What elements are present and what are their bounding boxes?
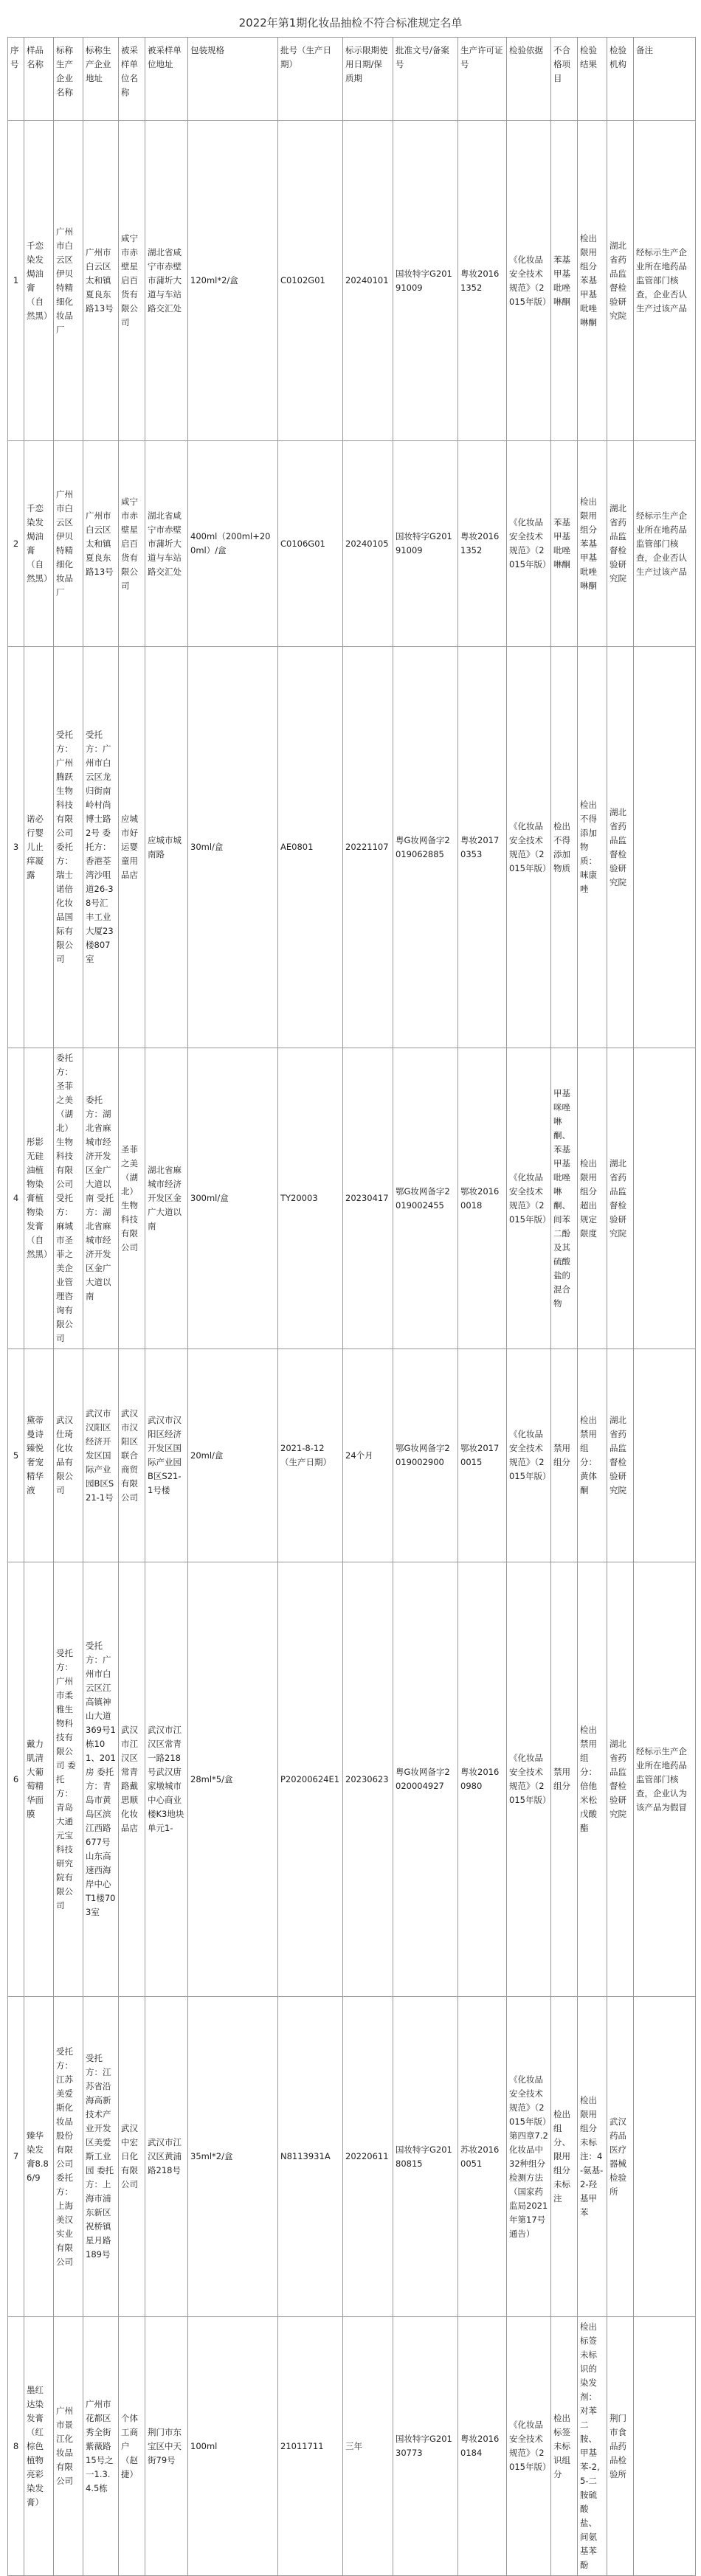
cell-license: 粤妆20160184 [458,2317,507,2576]
cell-basis: 《化妆品安全技术规范》（2015年版） [507,1562,551,1997]
cell-product: 臻华染发膏8.86/9 [24,1997,54,2317]
results-table [7,37,696,2576]
cell-inspector: 湖北省药品监督检验研究院 [607,441,634,647]
cell-license: 粤妆20161352 [458,441,507,647]
cell-product: 戴力肌清大葡萄精华面膜 [24,1562,54,1997]
cell-product: 黛蒂曼诗臻悦奢宠精华液 [24,1349,54,1562]
cell-sampled-address: 湖北省咸宁市赤壁市蒲圻大道与车站路交汇处 [145,441,188,647]
cell-result: 检出限用组分苯基甲基吡唑啉酮 [578,121,607,441]
cell-basis: 《化妆品安全技术规范》（2015年版） [507,121,551,441]
cell-spec: 300ml/盒 [188,1048,278,1349]
cell-product: 千恋染发焗油膏（自然黑） [24,121,54,441]
cell-product: 彤影无硅油植物染膏植物染发膏（自然黑） [24,1048,54,1349]
cell-sampled-address: 武汉市汉阳区经济开发区国际产业园B区S21-1号楼 [145,1349,188,1562]
cell-producer-address: 委托方：湖北省麻城市经济开发区金广大道以南 受托方：湖北省麻城市经济开发区金广大道以南 [83,1048,119,1349]
cell-basis: 《化妆品安全技术规范》（2015年版） [507,1048,551,1349]
cell-result: 检出限用组分未标注：4-氨基-2-羟基甲苯 [578,1997,607,2317]
cell-index: 6 [8,1562,24,1997]
cell-result: 检出禁用组分：倍他米松戊酸酯 [578,1562,607,1997]
header-result: 检验结果 [578,38,607,121]
table-row [8,121,696,441]
cell-license: 鄂妆20160018 [458,1048,507,1349]
cell-inspector: 荆门市食品药品检验所 [607,2317,634,2576]
cell-batch: TY20003 [278,1048,343,1349]
cell-batch: 21011711 [278,2317,343,2576]
table-row [8,441,696,647]
header-inspector: 检验机构 [607,38,634,121]
table-row [8,2317,696,2576]
cell-product: 诺必行婴儿止痒凝露 [24,647,54,1048]
cell-expiry: 24个月 [343,1349,393,1562]
cell-approval: 国妆特字G20130773 [393,2317,458,2576]
cell-basis: 《化妆品安全技术规范》（2015年版） [507,647,551,1048]
cell-license: 苏妆20160051 [458,1997,507,2317]
header-sampled-address: 被采样单位地址 [145,38,188,121]
cell-license: 粤妆20170353 [458,647,507,1048]
cell-product: 墨红达染发膏（红棕色植物亮彩染发膏） [24,2317,54,2576]
cell-sampled-unit: 武汉市汉阳区联合商贸有限公司 [119,1349,145,1562]
cell-spec: 28ml*5/盒 [188,1562,278,1997]
cell-sampled-address: 荆门市东宝区中天街79号 [145,2317,188,2576]
cell-item: 检出标签未标识组分 [551,2317,578,2576]
cell-basis: 《化妆品安全技术规范》（2015年版） [507,441,551,647]
cell-sampled-unit: 个体工商户（赵捷） [119,2317,145,2576]
cell-spec: 20ml/盒 [188,1349,278,1562]
header-remark: 备注 [634,38,696,121]
cell-result: 检出限用组分苯基甲基吡唑啉酮 [578,441,607,647]
cell-sampled-unit: 咸宁市赤壁星启百货有限公司 [119,121,145,441]
cell-basis: 《化妆品安全技术规范》（2015年版） [507,1349,551,1562]
cell-batch: C0102G01 [278,121,343,441]
cell-approval: 鄂G妆网备字2019002900 [393,1349,458,1562]
table-row [8,1997,696,2317]
header-sampled-unit: 被采样单位名称 [119,38,145,121]
cell-remark [634,1048,696,1349]
cell-license: 粤妆20160980 [458,1562,507,1997]
cell-sampled-address: 武汉市江汉区黄浦路218号 [145,1997,188,2317]
cell-index: 4 [8,1048,24,1349]
cell-result: 检出不得添加物质：咪康唑 [578,647,607,1048]
cell-index: 7 [8,1997,24,2317]
cell-result: 检出标签未标识的染发剂：对苯二胺、甲基苯-2,5-二胺硫酸盐、间氨基苯酚 [578,2317,607,2576]
cell-producer-address: 武汉市汉阳区经济开发区国际产业园B区S21-1号 [83,1349,119,1562]
cell-approval: 鄂G妆网备字2019002455 [393,1048,458,1349]
cell-remark: 经标示生产企业所在地药品监管部门核查，企业否认生产过该产品 [634,441,696,647]
cell-producer-name: 武汉仕琦化妆品有限公司 [54,1349,83,1562]
cell-sampled-unit: 咸宁市赤壁星启百货有限公司 [119,441,145,647]
cell-producer-address: 广州市白云区太和镇夏良东路13号 [83,121,119,441]
cell-sampled-unit: 武汉市江汉区常青路戴思顺化妆品店 [119,1562,145,1997]
cell-item: 检出不得添加物质 [551,647,578,1048]
table-row [8,1349,696,1562]
cell-inspector: 武汉药品医疗器械检验所 [607,1997,634,2317]
cell-sampled-address: 应城市城南路 [145,647,188,1048]
cell-batch: AE0801 [278,647,343,1048]
cell-item: 甲基咪唑啉酮、苯基甲基吡唑啉酮、间苯二酚及其硫酸盐的混合物 [551,1048,578,1349]
cell-remark: 经标示生产企业所在地药品监管部门核查，企业否认生产过该产品 [634,121,696,441]
cell-expiry: 20230623 [343,1562,393,1997]
cell-license: 鄂妆20170015 [458,1349,507,1562]
cell-license: 粤妆20161352 [458,121,507,441]
cell-approval: 粤G妆网备字2019062885 [393,647,458,1048]
cell-index: 5 [8,1349,24,1562]
cell-approval: 国妆特字G20191009 [393,121,458,441]
cell-approval: 国妆特字G20180815 [393,1997,458,2317]
cell-inspector: 湖北省药品监督检验研究院 [607,1048,634,1349]
cell-expiry: 20221107 [343,647,393,1048]
cell-remark [634,1349,696,1562]
cell-spec: 35ml*2/盒 [188,1997,278,2317]
header-product: 样品名称 [24,38,54,121]
cell-index: 3 [8,647,24,1048]
cell-producer-name: 广州市白云区伊贝特精细化妆品厂 [54,121,83,441]
cell-producer-name: 受托方：广州腾跃生物科技有限公司 委托方：瑞士诺倍化妆品国际有限公司 [54,647,83,1048]
cell-producer-address: 受托方：广州市白云区江高镇神山大道369号1栋101、201房 委托方：青岛市黄岛区滨江西路677号山东高速西海岸中心T1楼703室 [83,1562,119,1997]
cell-remark [634,2317,696,2576]
header-item: 不合格项目 [551,38,578,121]
cell-producer-address: 广州市花都区秀全街紫薇路15号之一1.3.4.5栋 [83,2317,119,2576]
cell-spec: 120ml*2/盒 [188,121,278,441]
cell-expiry: 20220611 [343,1997,393,2317]
cell-approval: 粤G妆网备字2020004927 [393,1562,458,1997]
cell-remark [634,647,696,1048]
cell-batch: N8113931A [278,1997,343,2317]
table-row [8,1562,696,1997]
cell-remark [634,1997,696,2317]
cell-sampled-address: 武汉市江汉区常青一路218号武汉唐家墩城市中心商业楼K3地块单元1- [145,1562,188,1997]
cell-sampled-address: 湖北省咸宁市赤壁市蒲圻大道与车站路交汇处 [145,121,188,441]
cell-expiry: 三年 [343,2317,393,2576]
cell-approval: 国妆特字G20191009 [393,441,458,647]
cell-sampled-unit: 武汉中宏日化有限公司 [119,1997,145,2317]
cell-basis: 《化妆品安全技术规范》（2015年版）第四章7.2化妆品中32种组分检测方法（国家药监局2021年第17号通告） [507,1997,551,2317]
header-basis: 检验依据 [507,38,551,121]
cell-item: 苯基甲基吡唑啉酮 [551,441,578,647]
cell-expiry: 20230417 [343,1048,393,1349]
table-row [8,647,696,1048]
header-spec: 包装规格 [188,38,278,121]
cell-producer-address: 广州市白云区太和镇夏良东路13号 [83,441,119,647]
cell-spec: 100ml [188,2317,278,2576]
cell-producer-name: 受托方：广州市柔雅生物科技有限公司 委托方：青岛大通元宝科技研究院有限公司 [54,1562,83,1997]
cell-inspector: 湖北省药品监督检验研究院 [607,1349,634,1562]
cell-spec: 400ml（200ml+200ml）/盒 [188,441,278,647]
cell-expiry: 20240105 [343,441,393,647]
header-producer-name: 标称生产企业名称 [54,38,83,121]
cell-producer-address: 受托方：广州市白云区龙归街南岭村尚博士路2号 委托方：香港荃湾沙咀道26-38号汇丰工业大厦23楼807室 [83,647,119,1048]
cell-item: 禁用组分 [551,1562,578,1997]
cell-batch: P20200624E1 [278,1562,343,1997]
cell-index: 8 [8,2317,24,2576]
header-producer-address: 标称生产企业地址 [83,38,119,121]
cell-inspector: 湖北省药品监督检验研究院 [607,1562,634,1997]
cell-producer-name: 广州市景江化妆品有限公司 [54,2317,83,2576]
cell-producer-name: 委托方：圣菲之美（湖北）生物科技有限公司 受托方：麻城市圣菲之美企业管理咨询有限公司 [54,1048,83,1349]
cell-item: 检出组分、限用组分未标注 [551,1997,578,2317]
cell-sampled-unit: 圣菲之美（湖北）生物科技有限公司 [119,1048,145,1349]
cell-inspector: 湖北省药品监督检验研究院 [607,121,634,441]
header-batch: 批号（生产日期） [278,38,343,121]
header-license: 生产许可证号 [458,38,507,121]
cell-batch: C0106G01 [278,441,343,647]
cell-batch: 2021-8-12（生产日期） [278,1349,343,1562]
cell-sampled-unit: 应城市好运婴童用品店 [119,647,145,1048]
cell-expiry: 20240101 [343,121,393,441]
cell-producer-name: 受托方：江苏美爱斯化妆品股份有限公司 委托方：上海美汉实业有限公司 [54,1997,83,2317]
header-approval: 批准文号/备案号 [393,38,458,121]
header-expiry: 标示限期使用日期/保质期 [343,38,393,121]
cell-producer-name: 广州市白云区伊贝特精细化妆品厂 [54,441,83,647]
cell-result: 检出限用组分超出规定限度 [578,1048,607,1349]
cell-producer-address: 受托方：江苏省沿海高新技术产业开发区美爱斯工业园 委托方：上海市浦东新区祝桥镇星月路189号 [83,1997,119,2317]
cell-sampled-address: 湖北省麻城市经济开发区金广大道以南 [145,1048,188,1349]
table-row [8,1048,696,1349]
cell-result: 检出禁用组分：黄体酮 [578,1349,607,1562]
cell-basis: 《化妆品安全技术规范》（2015年版） [507,2317,551,2576]
table-header-row [8,38,696,121]
cell-inspector: 湖北省药品监督检验研究院 [607,647,634,1048]
header-index: 序号 [8,38,24,121]
cell-product: 千恋染发焗油膏（自然黑） [24,441,54,647]
cell-index: 1 [8,121,24,441]
cell-spec: 30ml/盒 [188,647,278,1048]
cell-item: 苯基甲基吡唑啉酮 [551,121,578,441]
cell-remark: 经标示生产企业所在地药品监管部门核查，企业认为该产品为假冒 [634,1562,696,1997]
cell-index: 2 [8,441,24,647]
document-title: 2022年第1期化妆品抽检不符合标准规定名单 [238,16,463,30]
cell-item: 禁用组分 [551,1349,578,1562]
